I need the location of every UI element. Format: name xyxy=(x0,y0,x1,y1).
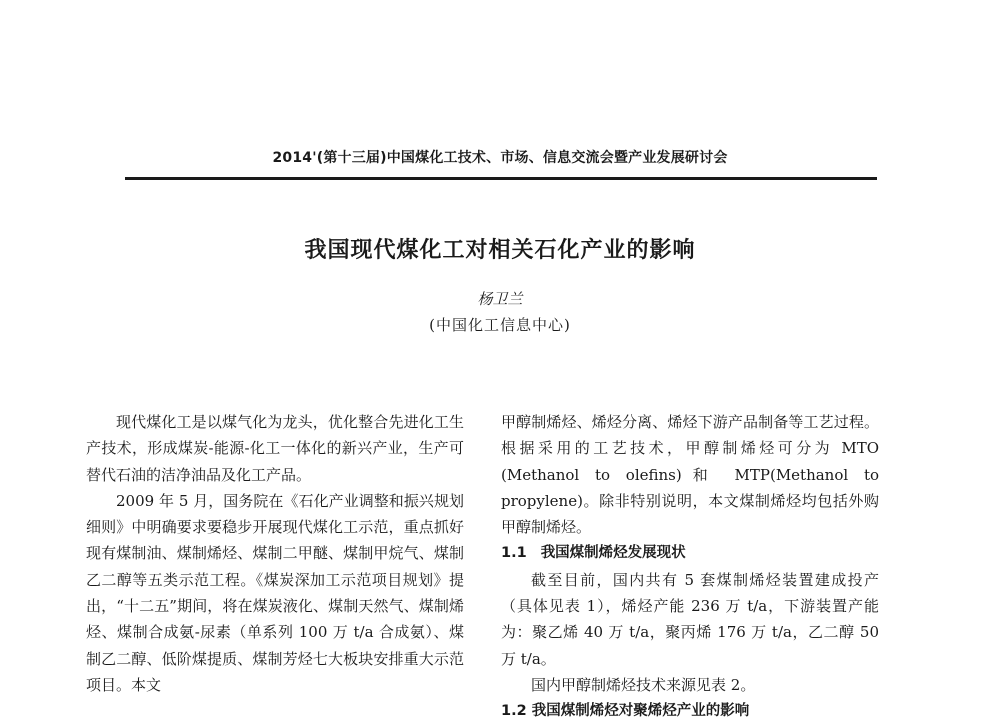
section-heading xyxy=(501,540,879,566)
author-affiliation: (中国化工信息中心) xyxy=(429,316,571,334)
article-title: 我国现代煤化工对相关石化产业的影响 xyxy=(304,238,696,263)
paragraph-tech-source: 国内甲醇制烯烃技术来源见表 2。 xyxy=(531,675,756,694)
left-column xyxy=(86,409,464,698)
section-number: 1.1 xyxy=(501,545,527,562)
paragraph-intro: 现代煤化工是以煤气化为龙头，优化整合先进化工生产技术，形成煤炭-能源-化工一体化的新兴产业，生产可替代石油的洁净油品及化工产品。 xyxy=(86,413,464,484)
header-rule xyxy=(125,177,877,180)
paragraph-policy: 2009 年 5 月，国务院在《石化产业调整和振兴规划细则》中明确要求要稳步开展现代煤化工示范，重点抓好现有煤制油、煤制烯烃、煤制二甲醚、煤制甲烷气、煤制乙二醇等五类示范工程。《煤炭深加工示范项目规划》提出，“十二五”期间，将在煤炭液化、煤制天然气、煤制烯烃、煤制合成氨-尿素（单系列 100 万 t/a 合成氨）、煤制乙二醇、低阶煤提质、煤制芳烃七大板块安排重大示范项目。本文 xyxy=(86,491,464,694)
conference-header: 2014'(第十三届)中国煤化工技术、市场、信息交流会暨产业发展研讨会 xyxy=(272,150,728,166)
next-section-heading: 1.2 我国煤制烯烃对聚烯烃产业的影响 xyxy=(501,703,750,720)
paragraph-process: 甲醇制烯烃、烯烃分离、烯烃下游产品制备等工艺过程。根据采用的工艺技术，甲醇制烯烃可分为 MTO (Methanol to olefins)和 MTP(Methanol to propylene)。除非特别说明，本文煤制烯烃均包括外购甲醇制烯烃。 xyxy=(501,413,879,537)
paragraph-status: 截至目前，国内共有 5 套煤制烯烃装置建成投产（具体见表 1），烯烃产能 236 万 t/a，下游装置产能为：聚乙烯 40 万 t/a，聚丙烯 176 万 t/a，乙二醇 50 万 t/a。 xyxy=(501,570,879,668)
right-column xyxy=(501,409,879,725)
section-title: 我国煤制烯烃发展现状 xyxy=(540,545,686,562)
author-name: 杨卫兰 xyxy=(477,290,523,308)
